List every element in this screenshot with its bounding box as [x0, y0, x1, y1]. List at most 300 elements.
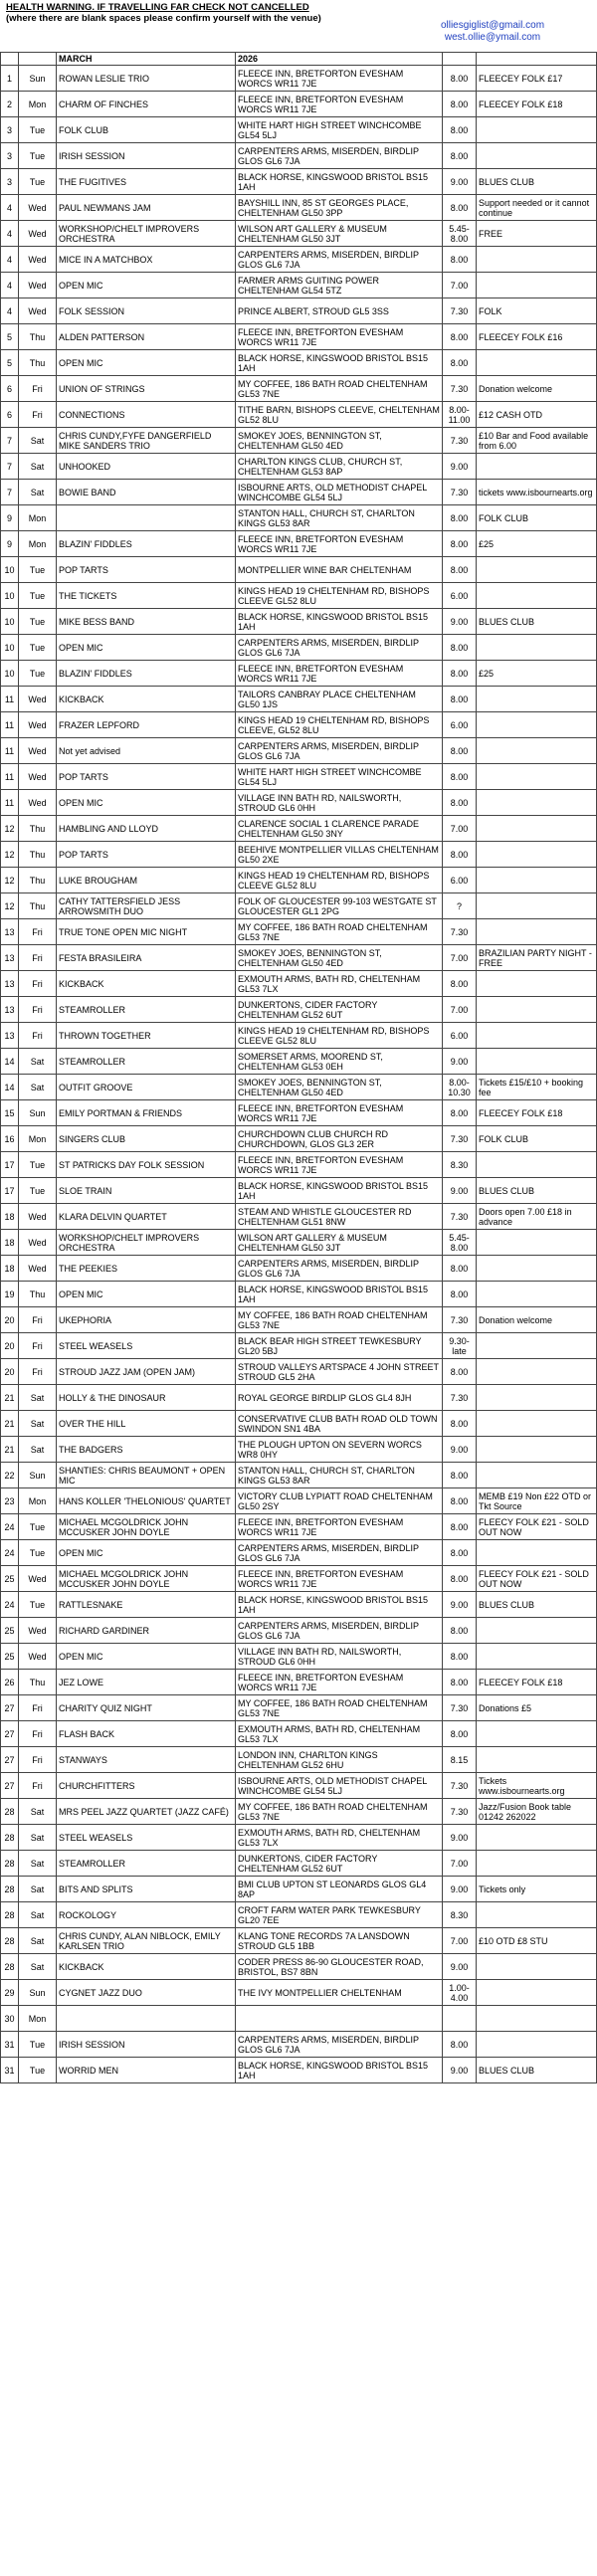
- time-cell: 8.00: [443, 1540, 477, 1566]
- date-cell: 11: [1, 712, 19, 738]
- day-cell: Sat: [19, 1799, 57, 1825]
- table-row: [1, 661, 597, 687]
- date-cell: 27: [1, 1695, 19, 1721]
- date-cell: 23: [1, 1488, 19, 1514]
- act-cell: STEAMROLLER: [57, 1049, 236, 1075]
- act-cell: CHARM OF FINCHES: [57, 92, 236, 117]
- day-cell: Wed: [19, 195, 57, 221]
- time-cell: 7.30: [443, 1204, 477, 1230]
- venue-cell: VILLAGE INN BATH RD, NAILSWORTH, STROUD GL6 0HH: [236, 790, 443, 816]
- date-cell: 28: [1, 1877, 19, 1902]
- act-cell: WORRID MEN: [57, 2058, 236, 2083]
- time-cell: 8.30: [443, 1902, 477, 1928]
- day-cell: Mon: [19, 1488, 57, 1514]
- act-cell: OPEN MIC: [57, 273, 236, 298]
- table-row: [1, 609, 597, 635]
- time-cell: ?: [443, 893, 477, 919]
- info-cell: [477, 143, 597, 169]
- time-cell: 8.00: [443, 1566, 477, 1592]
- date-cell: 2: [1, 92, 19, 117]
- act-cell: POP TARTS: [57, 842, 236, 868]
- time-cell: 8.00: [443, 842, 477, 868]
- time-cell: 8.00: [443, 1644, 477, 1670]
- info-cell: [477, 1256, 597, 1282]
- info-cell: [477, 764, 597, 790]
- date-cell: 13: [1, 997, 19, 1023]
- time-cell: 9.00: [443, 1825, 477, 1851]
- table-row: [1, 2058, 597, 2083]
- act-cell: LUKE BROUGHAM: [57, 868, 236, 893]
- table-row: [1, 583, 597, 609]
- venue-cell: WILSON ART GALLERY & MUSEUM CHELTENHAM GL50 3JT: [236, 1230, 443, 1256]
- act-cell: BLAZIN' FIDDLES: [57, 661, 236, 687]
- act-cell: SLOE TRAIN: [57, 1178, 236, 1204]
- date-cell: 30: [1, 2006, 19, 2032]
- act-cell: THE TICKETS: [57, 583, 236, 609]
- act-cell: THE PEEKIES: [57, 1256, 236, 1282]
- table-row: [1, 480, 597, 505]
- table-row: [1, 1566, 597, 1592]
- time-cell: 8.00: [443, 2032, 477, 2058]
- day-cell: Wed: [19, 790, 57, 816]
- day-cell: Fri: [19, 376, 57, 402]
- info-cell: BLUES CLUB: [477, 609, 597, 635]
- table-row: [1, 945, 597, 971]
- time-cell: 6.00: [443, 712, 477, 738]
- act-cell: [57, 505, 236, 531]
- time-cell: 7.30: [443, 480, 477, 505]
- venue-cell: CARPENTERS ARMS, MISERDEN, BIRDLIP GLOS GL6 7JA: [236, 738, 443, 764]
- table-row: [1, 454, 597, 480]
- day-cell: Fri: [19, 997, 57, 1023]
- date-cell: 4: [1, 221, 19, 247]
- venue-cell: CARPENTERS ARMS, MISERDEN, BIRDLIP GLOS GL6 7JA: [236, 2032, 443, 2058]
- day-cell: Mon: [19, 1126, 57, 1152]
- day-cell: Fri: [19, 1773, 57, 1799]
- info-cell: [477, 247, 597, 273]
- time-cell: 7.00: [443, 273, 477, 298]
- act-cell: STEAMROLLER: [57, 997, 236, 1023]
- act-cell: OPEN MIC: [57, 350, 236, 376]
- time-cell: 8.00: [443, 1411, 477, 1437]
- date-cell: 6: [1, 402, 19, 428]
- date-cell: 5: [1, 350, 19, 376]
- date-cell: 10: [1, 635, 19, 661]
- day-cell: Sat: [19, 1437, 57, 1463]
- venue-cell: STANTON HALL, CHURCH ST, CHARLTON KINGS GL53 8AR: [236, 505, 443, 531]
- time-cell: 8.00: [443, 790, 477, 816]
- info-cell: FOLK CLUB: [477, 1126, 597, 1152]
- info-cell: [477, 816, 597, 842]
- act-cell: MIKE BESS BAND: [57, 609, 236, 635]
- info-cell: [477, 1333, 597, 1359]
- info-cell: £12 CASH OTD: [477, 402, 597, 428]
- act-cell: CHRIS CUNDY, ALAN NIBLOCK, EMILY KARLSEN TRIO: [57, 1928, 236, 1954]
- date-cell: 12: [1, 893, 19, 919]
- act-cell: TRUE TONE OPEN MIC NIGHT: [57, 919, 236, 945]
- act-cell: OPEN MIC: [57, 790, 236, 816]
- act-cell: UNION OF STRINGS: [57, 376, 236, 402]
- day-cell: Tue: [19, 583, 57, 609]
- day-cell: Mon: [19, 2006, 57, 2032]
- day-cell: Wed: [19, 764, 57, 790]
- act-cell: FLASH BACK: [57, 1721, 236, 1747]
- day-cell: Thu: [19, 350, 57, 376]
- act-cell: OPEN MIC: [57, 1282, 236, 1307]
- day-cell: Sun: [19, 1463, 57, 1488]
- info-cell: FLEECY FOLK £21 - SOLD OUT NOW: [477, 1566, 597, 1592]
- info-cell: [477, 971, 597, 997]
- info-cell: [477, 454, 597, 480]
- time-cell: 8.00: [443, 687, 477, 712]
- time-cell: 7.30: [443, 1799, 477, 1825]
- time-cell: 9.00: [443, 1877, 477, 1902]
- time-cell: 8.00: [443, 505, 477, 531]
- date-cell: 11: [1, 764, 19, 790]
- time-cell: 9.00: [443, 1178, 477, 1204]
- venue-cell: FLEECE INN, BRETFORTON EVESHAM WORCS WR11 7JE: [236, 66, 443, 92]
- time-cell: 8.30: [443, 1152, 477, 1178]
- act-cell: BOWIE BAND: [57, 480, 236, 505]
- email-link-1[interactable]: olliesgiglist@gmail.com: [440, 20, 545, 31]
- time-cell: 9.00: [443, 1592, 477, 1618]
- venue-cell: CARPENTERS ARMS, MISERDEN, BIRDLIP GLOS GL6 7JA: [236, 1540, 443, 1566]
- date-cell: 3: [1, 117, 19, 143]
- table-row: [1, 273, 597, 298]
- day-cell: Wed: [19, 1618, 57, 1644]
- venue-cell: FLEECE INN, BRETFORTON EVESHAM WORCS WR11 7JE: [236, 1566, 443, 1592]
- header-cell-info: [477, 53, 597, 66]
- info-cell: [477, 868, 597, 893]
- table-row: [1, 919, 597, 945]
- act-cell: STEEL WEASELS: [57, 1333, 236, 1359]
- day-cell: Tue: [19, 609, 57, 635]
- venue-cell: FLEECE INN, BRETFORTON EVESHAM WORCS WR11 7JE: [236, 92, 443, 117]
- table-row: [1, 1204, 597, 1230]
- info-cell: [477, 893, 597, 919]
- info-cell: Tickets £15/£10 + booking fee: [477, 1075, 597, 1100]
- date-cell: 10: [1, 557, 19, 583]
- day-cell: Thu: [19, 816, 57, 842]
- venue-cell: CHARLTON KINGS CLUB, CHURCH ST, CHELTENHAM GL53 8AP: [236, 454, 443, 480]
- time-cell: 9.00: [443, 1437, 477, 1463]
- info-cell: FLEECEY FOLK £18: [477, 1670, 597, 1695]
- warning-title: HEALTH WARNING. IF TRAVELLING FAR CHECK NOT CANCELLED: [6, 2, 309, 13]
- venue-cell: MY COFFEE, 186 BATH ROAD CHELTENHAM GL53 7NE: [236, 919, 443, 945]
- time-cell: 5.45-8.00: [443, 221, 477, 247]
- act-cell: FOLK SESSION: [57, 298, 236, 324]
- table-row: [1, 402, 597, 428]
- date-cell: 15: [1, 1100, 19, 1126]
- day-cell: Fri: [19, 1307, 57, 1333]
- date-cell: 16: [1, 1126, 19, 1152]
- table-row: [1, 816, 597, 842]
- venue-cell: THE PLOUGH UPTON ON SEVERN WORCS WR8 0HY: [236, 1437, 443, 1463]
- date-cell: 9: [1, 505, 19, 531]
- info-cell: tickets www.isbournearts.org: [477, 480, 597, 505]
- act-cell: WORKSHOP/CHELT IMPROVERS ORCHESTRA: [57, 1230, 236, 1256]
- email-link-2[interactable]: west.ollie@ymail.com: [444, 32, 541, 43]
- venue-cell: BLACK HORSE, KINGSWOOD BRISTOL BS15 1AH: [236, 169, 443, 195]
- table-row: [1, 247, 597, 273]
- date-cell: 24: [1, 1514, 19, 1540]
- date-cell: 11: [1, 687, 19, 712]
- day-cell: Tue: [19, 557, 57, 583]
- day-cell: Wed: [19, 298, 57, 324]
- info-cell: FLEECEY FOLK £18: [477, 1100, 597, 1126]
- day-cell: Sat: [19, 1851, 57, 1877]
- act-cell: POP TARTS: [57, 557, 236, 583]
- date-cell: 4: [1, 298, 19, 324]
- info-cell: [477, 583, 597, 609]
- table-row: [1, 1514, 597, 1540]
- venue-cell: CARPENTERS ARMS, MISERDEN, BIRDLIP GLOS GL6 7JA: [236, 143, 443, 169]
- day-cell: Sat: [19, 454, 57, 480]
- venue-cell: TITHE BARN, BISHOPS CLEEVE, CHELTENHAM GL52 8LU: [236, 402, 443, 428]
- info-cell: Donation welcome: [477, 376, 597, 402]
- info-cell: [477, 1540, 597, 1566]
- act-cell: OPEN MIC: [57, 1540, 236, 1566]
- info-cell: [477, 1954, 597, 1980]
- day-cell: Tue: [19, 143, 57, 169]
- day-cell: Sun: [19, 1100, 57, 1126]
- venue-cell: SMOKEY JOES, BENNINGTON ST, CHELTENHAM GL50 4ED: [236, 945, 443, 971]
- venue-cell: CARPENTERS ARMS, MISERDEN, BIRDLIP GLOS GL6 7JA: [236, 1256, 443, 1282]
- date-cell: 21: [1, 1385, 19, 1411]
- day-cell: Fri: [19, 1695, 57, 1721]
- info-cell: [477, 1049, 597, 1075]
- venue-cell: BLACK HORSE, KINGSWOOD BRISTOL BS15 1AH: [236, 1178, 443, 1204]
- day-cell: Sat: [19, 1902, 57, 1928]
- date-cell: 13: [1, 945, 19, 971]
- time-cell: 7.30: [443, 1307, 477, 1333]
- act-cell: BLAZIN' FIDDLES: [57, 531, 236, 557]
- date-cell: 5: [1, 324, 19, 350]
- date-cell: 28: [1, 1851, 19, 1877]
- venue-cell: EXMOUTH ARMS, BATH RD, CHELTENHAM GL53 7LX: [236, 1825, 443, 1851]
- day-cell: Tue: [19, 117, 57, 143]
- date-cell: 19: [1, 1282, 19, 1307]
- info-cell: [477, 997, 597, 1023]
- date-cell: 20: [1, 1359, 19, 1385]
- day-cell: Wed: [19, 1230, 57, 1256]
- table-row: [1, 1773, 597, 1799]
- venue-cell: KLANG TONE RECORDS 7A LANSDOWN STROUD GL5 1BB: [236, 1928, 443, 1954]
- table-row: [1, 842, 597, 868]
- venue-cell: STROUD VALLEYS ARTSPACE 4 JOHN STREET STROUD GL5 2HA: [236, 1359, 443, 1385]
- date-cell: 18: [1, 1204, 19, 1230]
- date-cell: 28: [1, 1928, 19, 1954]
- day-cell: Fri: [19, 1333, 57, 1359]
- day-cell: Sat: [19, 428, 57, 454]
- venue-cell: FLEECE INN, BRETFORTON EVESHAM WORCS WR11 7JE: [236, 661, 443, 687]
- table-row: [1, 1023, 597, 1049]
- time-cell: 9.00: [443, 609, 477, 635]
- act-cell: STROUD JAZZ JAM (OPEN JAM): [57, 1359, 236, 1385]
- day-cell: Wed: [19, 221, 57, 247]
- info-cell: [477, 1282, 597, 1307]
- day-cell: Wed: [19, 247, 57, 273]
- day-cell: Wed: [19, 1644, 57, 1670]
- time-cell: 8.00: [443, 195, 477, 221]
- time-cell: 6.00: [443, 868, 477, 893]
- info-cell: BLUES CLUB: [477, 1178, 597, 1204]
- info-cell: [477, 1902, 597, 1928]
- time-cell: 7.30: [443, 1385, 477, 1411]
- date-cell: 28: [1, 1825, 19, 1851]
- date-cell: 10: [1, 583, 19, 609]
- info-cell: Support needed or it cannot continue: [477, 195, 597, 221]
- table-row: [1, 1540, 597, 1566]
- warning-note: (where there are blank spaces please confirm yourself with the venue): [6, 13, 321, 24]
- table-row: [1, 1799, 597, 1825]
- table-row: [1, 1230, 597, 1256]
- info-cell: BRAZILIAN PARTY NIGHT - FREE: [477, 945, 597, 971]
- time-cell: 9.00: [443, 1954, 477, 1980]
- act-cell: KICKBACK: [57, 687, 236, 712]
- act-cell: ROWAN LESLIE TRIO: [57, 66, 236, 92]
- venue-cell: BLACK HORSE, KINGSWOOD BRISTOL BS15 1AH: [236, 609, 443, 635]
- time-cell: 8.00: [443, 1514, 477, 1540]
- venue-cell: WHITE HART HIGH STREET WINCHCOMBE GL54 5LJ: [236, 117, 443, 143]
- act-cell: FRAZER LEPFORD: [57, 712, 236, 738]
- time-cell: 9.00: [443, 454, 477, 480]
- venue-cell: PRINCE ALBERT, STROUD GL5 3SS: [236, 298, 443, 324]
- time-cell: 8.00: [443, 764, 477, 790]
- time-cell: 8.00: [443, 661, 477, 687]
- act-cell: FOLK CLUB: [57, 117, 236, 143]
- table-row: [1, 635, 597, 661]
- info-cell: FOLK: [477, 298, 597, 324]
- day-cell: Fri: [19, 919, 57, 945]
- venue-cell: BLACK HORSE, KINGSWOOD BRISTOL BS15 1AH: [236, 1282, 443, 1307]
- info-cell: FOLK CLUB: [477, 505, 597, 531]
- info-cell: £25: [477, 531, 597, 557]
- date-cell: 4: [1, 247, 19, 273]
- health-warning: [6, 2, 364, 24]
- date-cell: 7: [1, 480, 19, 505]
- time-cell: 7.30: [443, 1126, 477, 1152]
- venue-cell: STANTON HALL, CHURCH ST, CHARLTON KINGS GL53 8AR: [236, 1463, 443, 1488]
- venue-cell: FARMER ARMS GUITING POWER CHELTENHAM GL54 5TZ: [236, 273, 443, 298]
- gig-rows: [1, 66, 597, 2083]
- date-cell: 21: [1, 1437, 19, 1463]
- act-cell: MRS PEEL JAZZ QUARTET (JAZZ CAFÉ): [57, 1799, 236, 1825]
- time-cell: 7.30: [443, 428, 477, 454]
- day-cell: Wed: [19, 1204, 57, 1230]
- venue-cell: WILSON ART GALLERY & MUSEUM CHELTENHAM GL50 3JT: [236, 221, 443, 247]
- date-cell: 10: [1, 609, 19, 635]
- table-row: [1, 1695, 597, 1721]
- info-cell: [477, 790, 597, 816]
- time-cell: 8.00: [443, 738, 477, 764]
- table-row: [1, 1877, 597, 1902]
- act-cell: CONNECTIONS: [57, 402, 236, 428]
- table-row: [1, 1049, 597, 1075]
- time-cell: 7.30: [443, 298, 477, 324]
- act-cell: JEZ LOWE: [57, 1670, 236, 1695]
- act-cell: STANWAYS: [57, 1747, 236, 1773]
- info-cell: [477, 2032, 597, 2058]
- table-row: [1, 1592, 597, 1618]
- act-cell: RATTLESNAKE: [57, 1592, 236, 1618]
- date-cell: 13: [1, 919, 19, 945]
- act-cell: BITS AND SPLITS: [57, 1877, 236, 1902]
- venue-cell: EXMOUTH ARMS, BATH RD, CHELTENHAM GL53 7LX: [236, 1721, 443, 1747]
- info-cell: [477, 557, 597, 583]
- day-cell: Sat: [19, 1825, 57, 1851]
- time-cell: 8.00: [443, 1100, 477, 1126]
- act-cell: SINGERS CLUB: [57, 1126, 236, 1152]
- table-row: [1, 997, 597, 1023]
- header-year: 2026: [236, 53, 443, 66]
- info-cell: FLEECY FOLK £21 - SOLD OUT NOW: [477, 1514, 597, 1540]
- time-cell: 5.45-8.00: [443, 1230, 477, 1256]
- venue-cell: CROFT FARM WATER PARK TEWKESBURY GL20 7EE: [236, 1902, 443, 1928]
- venue-cell: SMOKEY JOES, BENNINGTON ST, CHELTENHAM GL50 4ED: [236, 1075, 443, 1100]
- time-cell: 8.00: [443, 143, 477, 169]
- date-cell: 27: [1, 1721, 19, 1747]
- date-cell: 13: [1, 971, 19, 997]
- table-row: [1, 1825, 597, 1851]
- date-cell: 24: [1, 1592, 19, 1618]
- venue-cell: VILLAGE INN BATH RD, NAILSWORTH, STROUD GL6 0HH: [236, 1644, 443, 1670]
- table-row: [1, 428, 597, 454]
- act-cell: EMILY PORTMAN & FRIENDS: [57, 1100, 236, 1126]
- time-cell: 7.30: [443, 1695, 477, 1721]
- venue-cell: CHURCHDOWN CLUB CHURCH RD CHURCHDOWN, GLOS GL3 2ER: [236, 1126, 443, 1152]
- time-cell: 8.00-11.00: [443, 402, 477, 428]
- date-cell: 25: [1, 1644, 19, 1670]
- table-row: [1, 350, 597, 376]
- date-cell: 13: [1, 1023, 19, 1049]
- table-row: [1, 1954, 597, 1980]
- act-cell: THROWN TOGETHER: [57, 1023, 236, 1049]
- date-cell: 4: [1, 273, 19, 298]
- info-cell: FLEECEY FOLK £17: [477, 66, 597, 92]
- info-cell: [477, 1023, 597, 1049]
- table-row: [1, 893, 597, 919]
- venue-cell: SOMERSET ARMS, MOOREND ST, CHELTENHAM GL53 0EH: [236, 1049, 443, 1075]
- info-cell: [477, 712, 597, 738]
- act-cell: CATHY TATTERSFIELD JESS ARROWSMITH DUO: [57, 893, 236, 919]
- table-row: [1, 1980, 597, 2006]
- table-row: [1, 764, 597, 790]
- time-cell: 8.00: [443, 1359, 477, 1385]
- time-cell: 9.00: [443, 169, 477, 195]
- day-cell: Fri: [19, 402, 57, 428]
- info-cell: Tickets www.isbournearts.org: [477, 1773, 597, 1799]
- table-row: [1, 143, 597, 169]
- date-cell: 24: [1, 1540, 19, 1566]
- act-cell: CHURCHFITTERS: [57, 1773, 236, 1799]
- date-cell: 17: [1, 1178, 19, 1204]
- info-cell: [477, 1152, 597, 1178]
- act-cell: [57, 2006, 236, 2032]
- day-cell: Thu: [19, 1670, 57, 1695]
- info-cell: [477, 1463, 597, 1488]
- day-cell: Tue: [19, 169, 57, 195]
- venue-cell: ISBOURNE ARTS, OLD METHODIST CHAPEL WINCHCOMBE GL54 5LJ: [236, 480, 443, 505]
- table-row: [1, 1100, 597, 1126]
- table-row: [1, 1178, 597, 1204]
- act-cell: OUTFIT GROOVE: [57, 1075, 236, 1100]
- info-cell: BLUES CLUB: [477, 1592, 597, 1618]
- table-row: [1, 1282, 597, 1307]
- table-row: [1, 1463, 597, 1488]
- time-cell: 7.00: [443, 1928, 477, 1954]
- table-row: [1, 195, 597, 221]
